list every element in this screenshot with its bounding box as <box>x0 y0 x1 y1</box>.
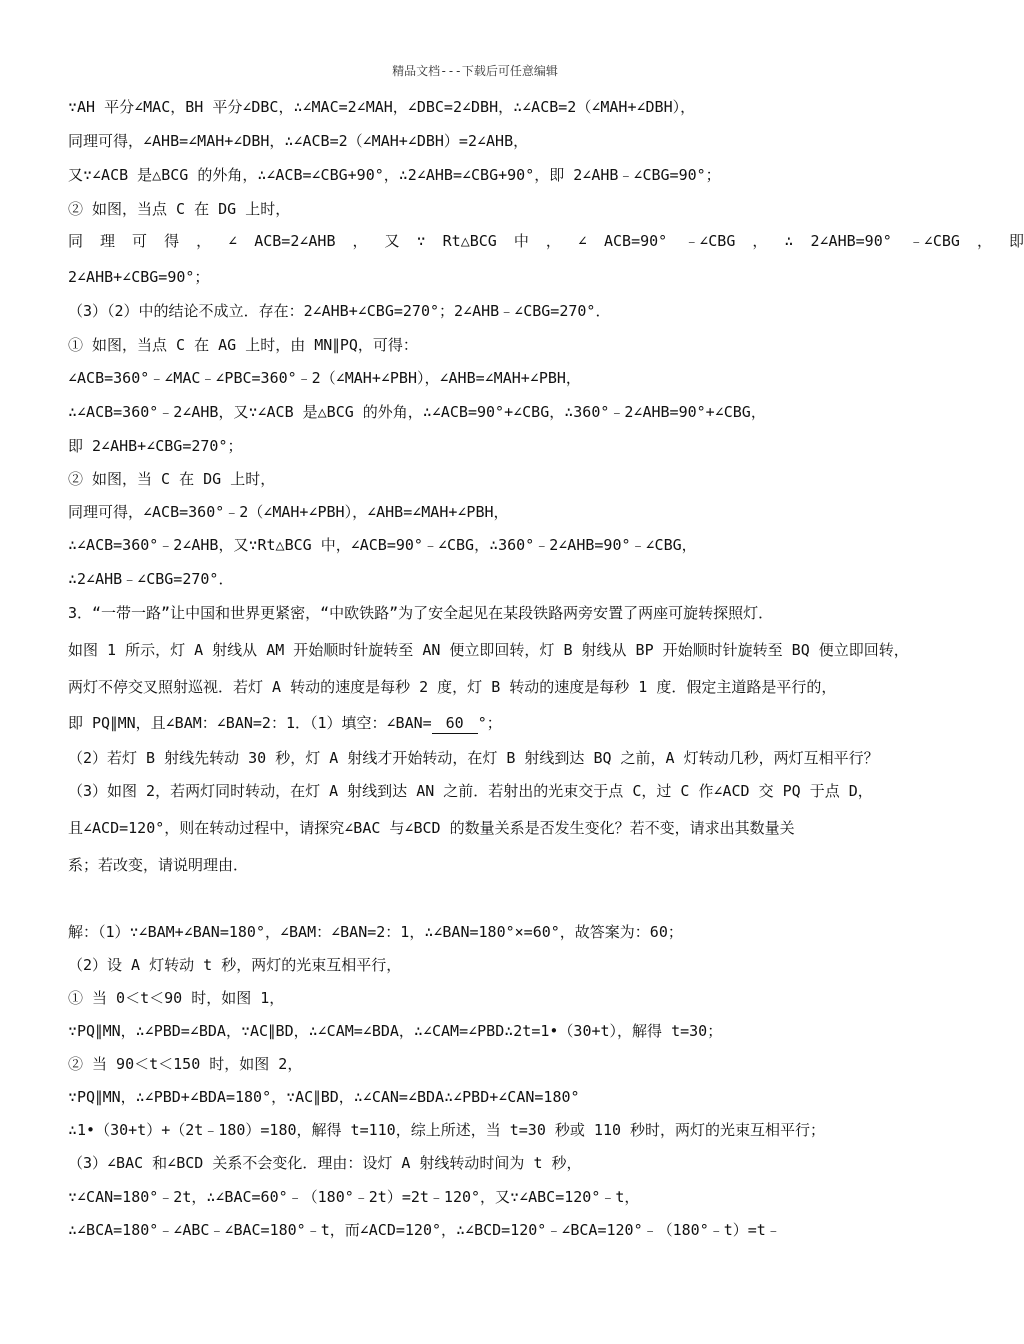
text-line: （3）∠BAC 和∠BCD 关系不会变化．理由：设灯 A 射线转动时间为 t 秒， <box>68 1154 582 1172</box>
text-line: （2）设 A 灯转动 t 秒，两灯的光束互相平行， <box>68 956 402 974</box>
text-line: ∴∠BCA=180°﹣∠ABC﹣∠BAC=180°﹣t，而∠ACD=120°，∴∠BCD=120°﹣∠BCA=120°﹣（180°﹣t）=t﹣ <box>68 1221 781 1239</box>
text-line: ② 如图，当点 C 在 DG 上时， <box>68 200 291 218</box>
text-line: ∠ACB=360°﹣∠MAC﹣∠PBC=360°﹣2（∠MAH+∠PBH），∠AHB=∠MAH+∠PBH， <box>68 369 581 387</box>
text-line: ① 当 0＜t＜90 时，如图 1， <box>68 989 285 1007</box>
text-line: 如图 1 所示，灯 A 射线从 AM 开始顺时针旋转至 AN 便立即回转，灯 B 射线从 BP 开始顺时针旋转至 BQ 便立即回转， <box>68 641 909 659</box>
text-line: ∴2∠AHB﹣∠CBG=270°． <box>68 570 234 588</box>
text-line: 即 2∠AHB+∠CBG=270°； <box>68 437 243 455</box>
text-line: 两灯不停交叉照射巡视．若灯 A 转动的速度是每秒 2 度，灯 B 转动的速度是每秒 1 度．假定主道路是平行的， <box>68 678 837 696</box>
text-line: 系；若改变，请说明理由． <box>68 856 249 874</box>
text-line: 3．“一带一路”让中国和世界更紧密，“中欧铁路”为了安全起见在某段铁路两旁安置了两座可旋转探照灯． <box>68 604 774 622</box>
answer-blank: 60 <box>432 713 478 734</box>
answer-suffix: °； <box>477 714 502 732</box>
text-line: 2∠AHB+∠CBG=90°； <box>68 268 210 286</box>
text-line: 同理可得，∠AHB=∠MAH+∠DBH，∴∠ACB=2（∠MAH+∠DBH）=2∠AHB， <box>68 132 529 150</box>
text-line-with-blank <box>68 713 888 734</box>
text-line: ∴∠ACB=360°﹣2∠AHB，又∵Rt△BCG 中，∠ACB=90°﹣∠CBG，∴360°﹣2∠AHB=90°﹣∠CBG， <box>68 536 697 554</box>
text-line: ∴1•（30+t）+（2t﹣180）=180，解得 t=110，综上所述，当 t=30 秒或 110 秒时，两灯的光束互相平行； <box>68 1121 826 1139</box>
text-line: ② 如图，当 C 在 DG 上时， <box>68 470 276 488</box>
text-line: ① 如图，当点 C 在 AG 上时，由 MN∥PQ，可得： <box>68 336 418 354</box>
text-line: （3）如图 2，若两灯同时转动，在灯 A 射线到达 AN 之前．若射出的光束交于点 C，过 C 作∠ACD 交 PQ 于点 D， <box>68 782 873 800</box>
text-line: ∵PQ∥MN，∴∠PBD=∠BDA，∵AC∥BD，∴∠CAM=∠BDA，∴∠CAM=∠PBD∴2t=1•（30+t），解得 t=30； <box>68 1022 723 1040</box>
text-line: ∵PQ∥MN，∴∠PBD+∠BDA=180°，∵AC∥BD，∴∠CAN=∠BDA∴∠PBD+∠CAN=180° <box>68 1088 580 1106</box>
text-line: （3）（2）中的结论不成立．存在：2∠AHB+∠CBG=270°；2∠AHB﹣∠CBG=270°． <box>68 302 611 320</box>
text-line: ∵∠CAN=180°﹣2t，∴∠BAC=60°﹣（180°﹣2t）=2t﹣120°，又∵∠ABC=120°﹣t， <box>68 1188 640 1206</box>
text-line: ∴∠ACB=360°﹣2∠AHB，又∵∠ACB 是△BCG 的外角，∴∠ACB=90°+∠CBG，∴360°﹣2∠AHB=90°+∠CBG， <box>68 403 766 421</box>
text-line: （2）若灯 B 射线先转动 30 秒，灯 A 射线才开始转动，在灯 B 射线到达 BQ 之前，A 灯转动几秒，两灯互相平行？ <box>68 749 879 767</box>
page-header: 精品文档---下载后可任意编辑 <box>392 64 558 78</box>
text-line: 同理可得，∠ACB=360°﹣2（∠MAH+∠PBH），∠AHB=∠MAH+∠PBH， <box>68 503 509 521</box>
text-line: 解：（1）∵∠BAM+∠BAN=180°，∠BAM：∠BAN=2：1，∴∠BAN=180°×=60°，故答案为：60； <box>68 923 683 941</box>
text-line: ∵AH 平分∠MAC，BH 平分∠DBC，∴∠MAC=2∠MAH，∠DBC=2∠DBH，∴∠ACB=2（∠MAH+∠DBH）， <box>68 98 696 116</box>
text-line: 且∠ACD=120°，则在转动过程中，请探究∠BAC 与∠BCD 的数量关系是否发生变化？若不变，请求出其数量关 <box>68 819 795 837</box>
text-line: ② 当 90＜t＜150 时，如图 2， <box>68 1055 303 1073</box>
question-text: 即 PQ∥MN，且∠BAM：∠BAN=2：1．（1）填空：∠BAN= <box>68 714 432 732</box>
text-line: 又∵∠ACB 是△BCG 的外角，∴∠ACB=∠CBG+90°，∴2∠AHB=∠CBG+90°，即 2∠AHB﹣∠CBG=90°； <box>68 166 721 184</box>
text-line: 同 理 可 得 ， ∠ ACB=2∠AHB ， 又 ∵ Rt△BCG 中 ， ∠ ACB=90° ﹣∠CBG ， ∴ 2∠AHB=90° ﹣∠CBG ， 即 <box>68 232 1024 250</box>
